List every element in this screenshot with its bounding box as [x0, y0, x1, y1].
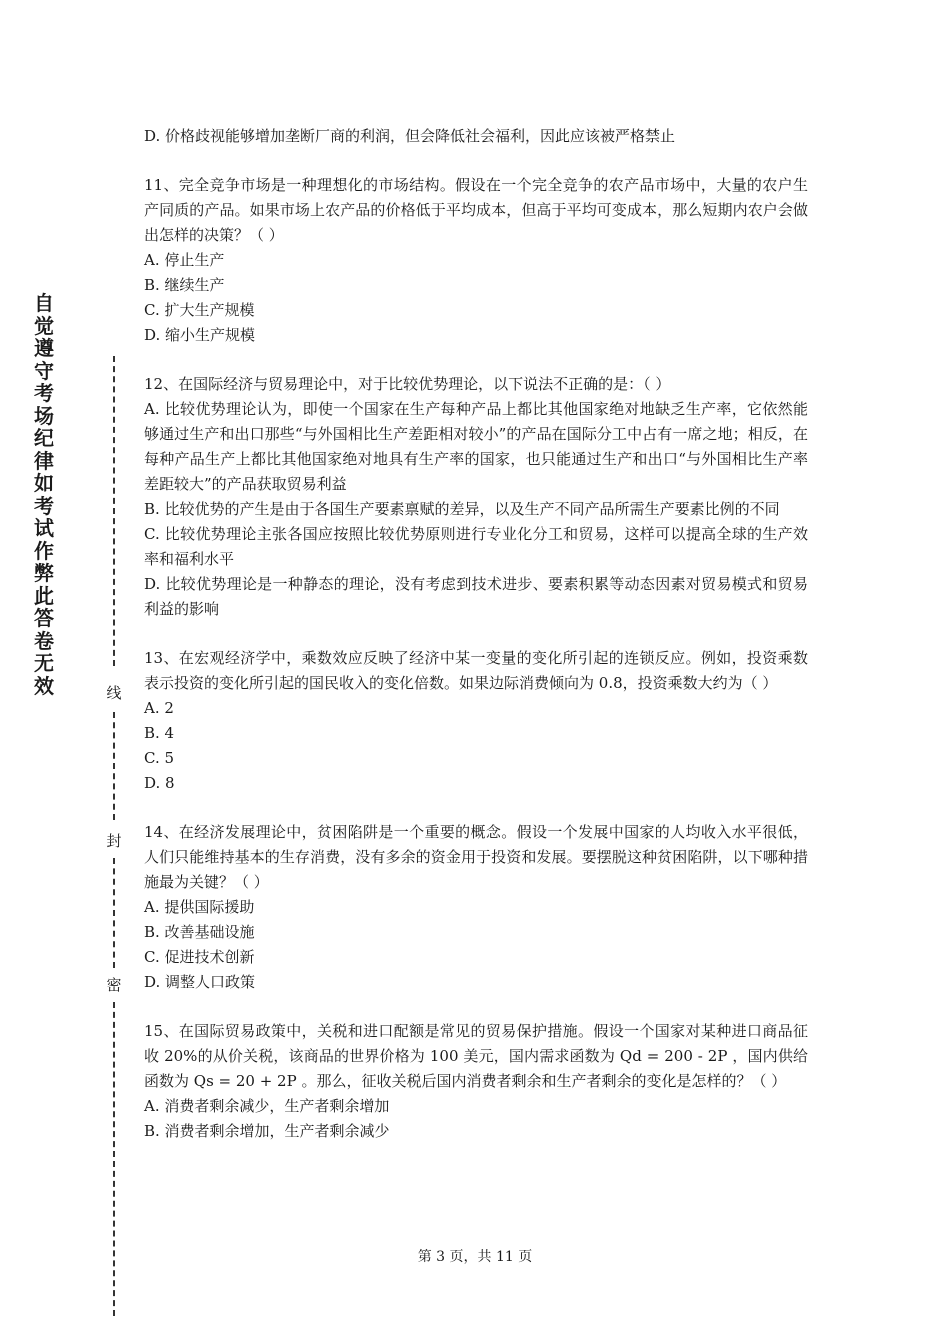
question-option: D. 调整人口政策: [144, 973, 256, 991]
question-option: D. 价格歧视能够增加垄断厂商的利润，但会降低社会福利，因此应该被严格禁止: [144, 127, 676, 145]
question-option: A. 消费者剩余减少，生产者剩余增加: [144, 1097, 390, 1115]
question-option: C. 5: [144, 749, 175, 767]
page-number: 第 3 页，共 11 页: [417, 1249, 533, 1265]
binding-dashed-line: [113, 1002, 115, 1316]
question-option: C. 促进技术创新: [144, 948, 255, 966]
question-option: D. 8: [144, 774, 175, 792]
question-stem: 13、在宏观经济学中，乘数效应反映了经济中某一变量的变化所引起的连锁反应。例如，投资乘数表示投资的变化所引起的国民收入的变化倍数。如果边际消费倾向为 0.8，投资乘数大约为（ ）: [144, 649, 808, 692]
question-stem: 14、在经济发展理论中，贫困陷阱是一个重要的概念。假设一个发展中国家的人均收入水平很低，人们只能维持基本的生存消费，没有多余的资金用于投资和发展。要摆脱这种贫困陷阱，以下哪种措施最为关键？（ ）: [144, 823, 808, 891]
binding-dashed-line: [113, 356, 115, 666]
question-12: [144, 372, 808, 622]
question-option: D. 比较优势理论是一种静态的理论，没有考虑到技术进步、要素积累等动态因素对贸易模式和贸易利益的影响: [144, 575, 808, 618]
question-option: A. 比较优势理论认为，即使一个国家在生产每种产品上都比其他国家绝对地缺乏生产率，它依然能够通过生产和出口那些“与外国相比生产差距相对较小”的产品在国际分工中占有一席之地；相反，在每种产品生产上都比其他国家绝对地具有生产率的国家，也只能通过生产和出口“与外国相比生产率差距较大”的产品获取贸易利益: [144, 400, 808, 493]
question-stem: 15、在国际贸易政策中，关税和进口配额是常见的贸易保护措施。假设一个国家对某种进口商品征收 20%的从价关税，该商品的世界价格为 100 美元，国内需求函数为 Qd = 200 - 2P ，国内供给函数为 Qs = 20 + 2P 。那么，征收关税后国内消费者剩余和生产者剩余的变化是怎样的？（ ）: [144, 1022, 808, 1090]
seal-label-mi: 密: [106, 976, 122, 994]
question-11: [144, 173, 808, 348]
question-option: A. 2: [144, 699, 174, 717]
binding-dashed-line: [113, 858, 115, 968]
question-option: B. 继续生产: [144, 276, 225, 294]
question-stem: 12、在国际经济与贸易理论中，对于比较优势理论，以下说法不正确的是：（ ）: [144, 375, 671, 393]
question-option: A. 停止生产: [144, 251, 225, 269]
seal-label-feng: 封: [106, 832, 122, 850]
question-option: C. 扩大生产规模: [144, 301, 255, 319]
question-stem: 11、完全竞争市场是一种理想化的市场结构。假设在一个完全竞争的农产品市场中，大量的农户生产同质的产品。如果市场上农产品的价格低于平均成本，但高于平均可变成本，那么短期内农户会做出怎样的决策？（ ）: [144, 176, 808, 244]
question-option: B. 消费者剩余增加，生产者剩余减少: [144, 1122, 390, 1140]
question-option: B. 改善基础设施: [144, 923, 255, 941]
binding-dashed-line: [113, 712, 115, 820]
question-option: C. 比较优势理论主张各国应按照比较优势原则进行专业化分工和贸易，这样可以提高全球的生产效率和福利水平: [144, 525, 808, 568]
question-list: [144, 124, 808, 1168]
question-option: A. 提供国际援助: [144, 898, 255, 916]
seal-label-xian: 线: [106, 684, 122, 702]
question-continuation: [144, 124, 808, 149]
question-14: [144, 820, 808, 995]
question-13: [144, 646, 808, 796]
question-option: B. 比较优势的产生是由于各国生产要素禀赋的差异，以及生产不同产品所需生产要素比例的不同: [144, 500, 780, 518]
question-15: [144, 1019, 808, 1144]
exam-discipline-slogan: 自觉遵守考场纪律如考试作弊此答卷无效: [34, 291, 54, 698]
question-option: D. 缩小生产规模: [144, 326, 256, 344]
question-option: B. 4: [144, 724, 175, 742]
